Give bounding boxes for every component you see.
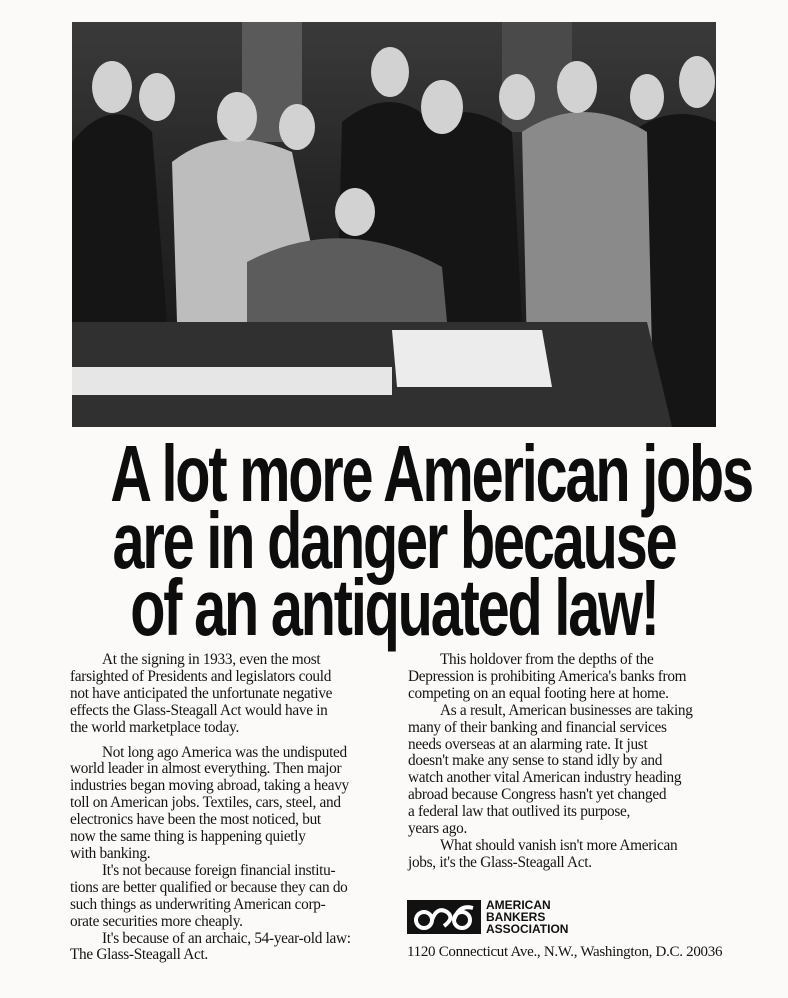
text-line: not have anticipated the unfortunate negative xyxy=(70,684,333,702)
headline xyxy=(0,429,788,652)
text-line: world leader in almost everything. Then major xyxy=(70,760,342,778)
text-line: needs overseas at an alarming rate. It just xyxy=(408,735,648,753)
text-line: It's because of an archaic, 54-year-old law: xyxy=(102,929,351,947)
paragraph xyxy=(70,863,390,931)
text-line: with banking. xyxy=(70,844,151,862)
body-column-left xyxy=(70,652,390,964)
text-line: the world marketplace today. xyxy=(70,718,240,736)
headline-line: of an antiquated law! xyxy=(130,563,658,652)
paragraph xyxy=(408,703,728,838)
sponsor-address: 1120 Connecticut Ave., N.W., Washington, D.C. 20036 xyxy=(407,944,723,960)
paragraph xyxy=(70,931,390,965)
sponsor-name xyxy=(486,899,568,935)
text-line: farsighted of Presidents and legislators could xyxy=(70,667,332,685)
headline-line: are in danger because xyxy=(112,496,676,585)
aba-logo-icon xyxy=(407,900,481,934)
text-line: abroad because Congress hasn't yet changed xyxy=(408,786,667,804)
text-line: It's not because foreign financial institu- xyxy=(102,861,336,879)
text-line: The Glass-Steagall Act. xyxy=(70,946,208,964)
text-line: effects the Glass-Steagall Act would have in xyxy=(70,701,328,719)
text-line: Depression is prohibiting America's banks from xyxy=(408,667,687,685)
text-line: doesn't make any sense to stand idly by and xyxy=(408,752,663,770)
sponsor-name-line: ASSOCIATION xyxy=(486,922,569,936)
paragraph xyxy=(408,838,728,872)
photo-illustration xyxy=(72,22,716,427)
text-line: tions are better qualified or because they can do xyxy=(70,878,348,896)
sponsor-name-line: BANKERS xyxy=(486,910,546,924)
historical-photo-bill-signing xyxy=(72,22,716,427)
text-line: This holdover from the depths of the xyxy=(440,651,654,668)
text-line: jobs, it's the Glass-Steagall Act. xyxy=(408,853,592,871)
text-line: watch another vital American industry heading xyxy=(408,769,682,787)
text-line: electronics have been the most noticed, but xyxy=(70,811,321,829)
text-line: many of their banking and financial services xyxy=(408,718,667,736)
sponsor-name-line: AMERICAN xyxy=(486,898,551,912)
body-column-right xyxy=(408,652,728,872)
text-line: What should vanish isn't more American xyxy=(440,836,678,854)
headline-line: A lot more American jobs xyxy=(110,429,752,518)
text-line: now the same thing is happening quietly xyxy=(70,828,306,846)
text-line: orate securities more cheaply. xyxy=(70,912,243,930)
paragraph xyxy=(70,745,390,863)
text-line: such things as underwriting American corp- xyxy=(70,895,326,913)
text-line: Not long ago America was the undisputed xyxy=(102,743,347,761)
text-line: At the signing in 1933, even the most xyxy=(102,651,321,668)
text-line: years ago. xyxy=(408,820,468,838)
text-line: toll on American jobs. Textiles, cars, steel, and xyxy=(70,794,341,812)
text-line: a federal law that outlived its purpose, xyxy=(408,803,631,821)
text-line: competing on an equal footing here at home. xyxy=(408,684,669,702)
paragraph xyxy=(408,652,728,703)
text-line: industries began moving abroad, taking a heavy xyxy=(70,777,349,795)
text-line: As a result, American businesses are taking xyxy=(440,701,693,719)
paragraph xyxy=(70,652,390,737)
